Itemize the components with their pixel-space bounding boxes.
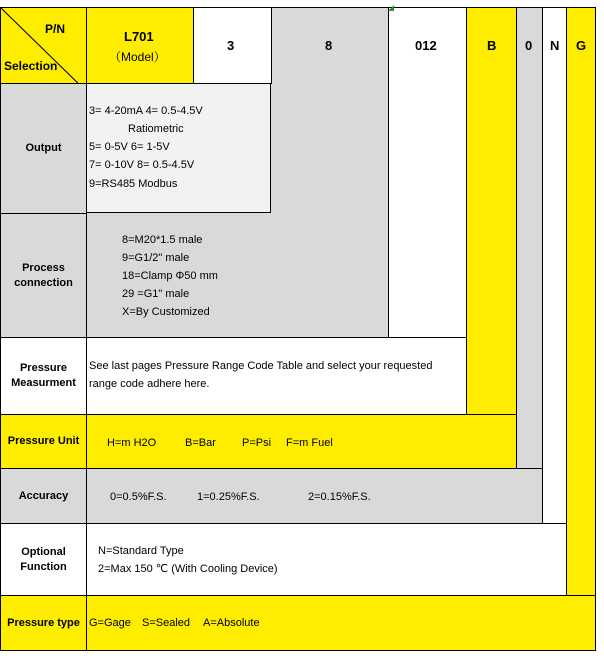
process-label: Process connection <box>0 213 87 338</box>
function-code: N <box>550 38 560 53</box>
unit-option-3: P=Psi <box>242 437 272 449</box>
accuracy-option-2: 1=0.25%F.S. <box>197 491 260 503</box>
output-label: Output <box>0 83 87 214</box>
output-line-2: Ratiometric <box>128 123 184 135</box>
unit-code: B <box>487 38 497 53</box>
output-line-3: 5= 0-5V 6= 1-5V <box>89 141 170 153</box>
process-code: 8 <box>325 38 333 53</box>
unit-option-1: H=m H2O <box>107 437 157 449</box>
unit-label: Pressure Unit <box>0 414 87 469</box>
output-code: 3 <box>227 38 235 53</box>
pn-selection-cell <box>0 7 87 84</box>
output-line-4: 7= 0-10V 8= 0.5-4.5V <box>89 159 195 171</box>
process-line-1: 8=M20*1.5 male <box>122 234 203 246</box>
process-line-5: X=By Customized <box>122 306 210 318</box>
model-sub: （Model） <box>109 50 166 64</box>
accuracy-code: 0 <box>525 38 533 53</box>
unit-option-4: F=m Fuel <box>286 437 333 449</box>
accuracy-option-3: 2=0.15%F.S. <box>308 491 371 503</box>
selection-label: Selection <box>4 59 58 73</box>
g-block <box>566 7 596 651</box>
output-line-1: 3= 4-20mA 4= 0.5-4.5V <box>89 105 203 117</box>
range-code: 012 <box>415 38 437 53</box>
ptype-label: Pressure type <box>0 595 87 651</box>
accuracy-option-1: 0=0.5%F.S. <box>110 491 167 503</box>
ptype-option-1: G=Gage <box>89 617 131 629</box>
optional-label: Optional Function <box>0 523 87 596</box>
pn-label: P/N <box>45 22 66 36</box>
optional-line-1: N=Standard Type <box>98 545 184 557</box>
model-code: L701 <box>124 29 154 44</box>
diagonal-line <box>1 8 87 92</box>
process-line-4: 29 =G1" male <box>122 288 190 300</box>
optional-line-2: 2=Max 150 ℃ (With Cooling Device) <box>98 563 278 575</box>
pressure-line-1: See last pages Pressure Range Code Table and select your requested <box>89 360 433 372</box>
pressure-line-2: range code adhere here. <box>89 378 210 390</box>
model-cell <box>86 7 194 84</box>
ptype-option-3: A=Absolute <box>203 617 260 629</box>
ptype-option-2: S=Sealed <box>142 617 191 629</box>
unit-option-2: B=Bar <box>185 437 216 449</box>
type-code: G <box>576 38 587 53</box>
pressure-label: Pressure Measurment <box>0 337 87 415</box>
process-line-3: 18=Clamp Φ50 mm <box>122 270 218 282</box>
process-line-2: 9=G1/2" male <box>122 252 190 264</box>
corner-mark-icon <box>386 5 394 11</box>
output-line-5: 9=RS485 Modbus <box>89 178 178 190</box>
accuracy-label: Accuracy <box>0 468 87 524</box>
